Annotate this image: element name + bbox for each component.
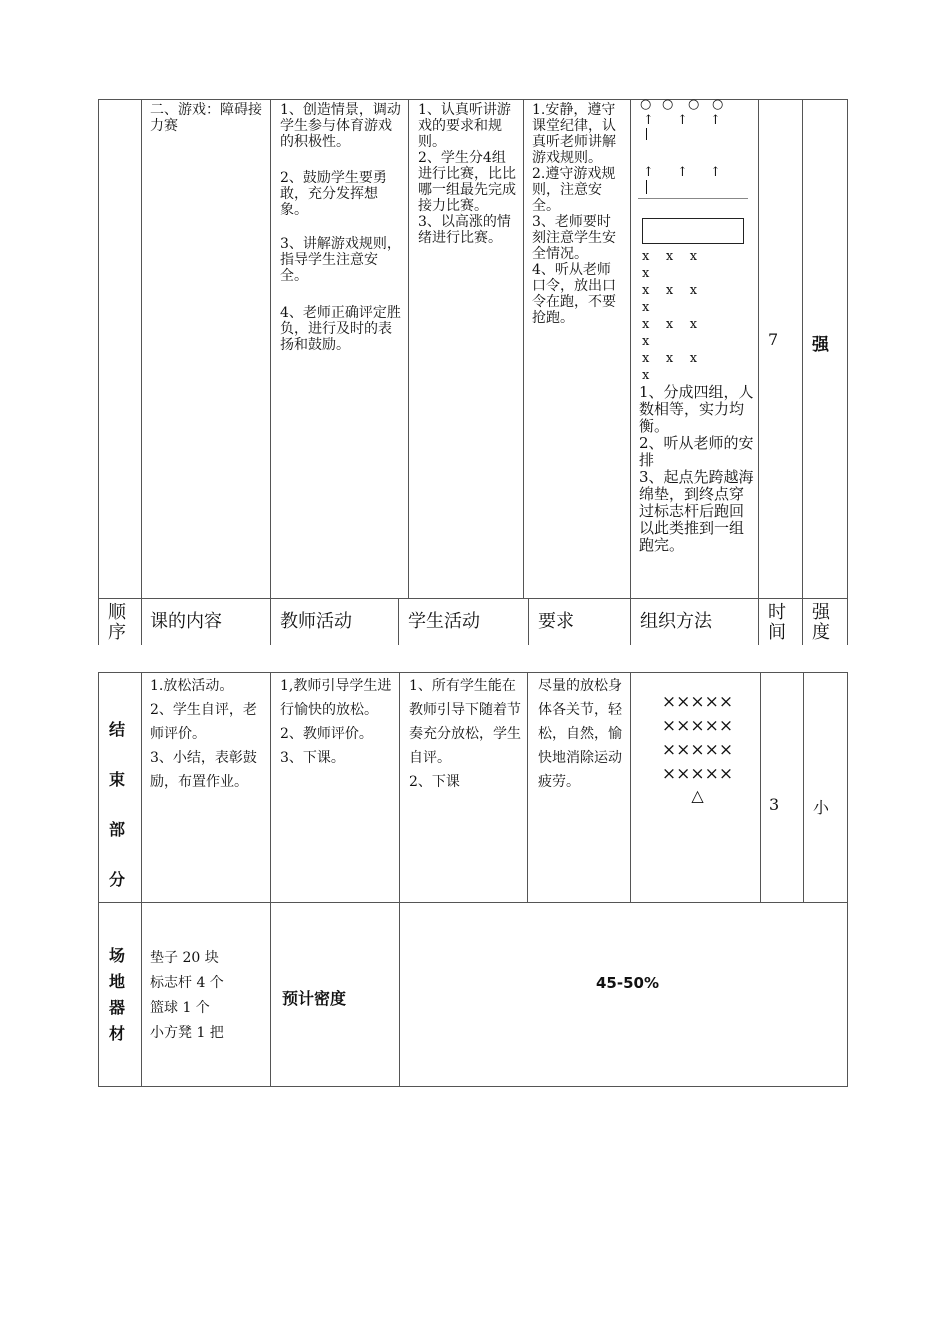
venue-char: 器 — [108, 998, 125, 1017]
section-char: 束 — [108, 770, 125, 789]
cone-icon: ○ — [662, 97, 674, 112]
arrow-shaft — [646, 180, 647, 194]
intensity-value: 强 — [812, 335, 829, 355]
start-line — [638, 198, 748, 199]
player-row: x — [642, 300, 650, 315]
teacher-activity-1: 1、创造情景，调动学生参与体育游戏的积极性。 — [280, 102, 401, 150]
ending-intensity: 小 — [813, 798, 830, 817]
arrow-up-icon: ↑ — [710, 113, 721, 128]
player-row: x — [642, 334, 650, 349]
venue-char: 材 — [108, 1024, 125, 1043]
requirement: 1.安静，遵守课堂纪律，认真听老师讲解游戏规则。 2.遵守游戏规则，注意安全。 3、老师要时刻注意学生安全情况。 4、听从老师口令，放出口令在跑，不要抢跑。 — [532, 102, 616, 326]
organization-method: 1、分成四组，人数相等，实力均衡。 2、听从老师的安排 3、起点先跨越海绵垫，到终点穿过标志杆后跑回以此类推到一组跑完。 — [639, 383, 754, 554]
equipment-list: 垫子 20 块 标志杆 4 个 篮球 1 个 小方凳 1 把 — [150, 950, 224, 1041]
arrow-up-icon: ↑ — [677, 113, 688, 128]
header-content: 课的内容 — [150, 611, 222, 632]
cone-icon: ○ — [712, 97, 724, 112]
time-value: 7 — [768, 330, 779, 349]
player-row: x — [642, 266, 650, 281]
ending-teacher: 1,教师引导学生进行愉快的放松。 2、教师评价。 3、下课。 — [280, 678, 392, 766]
formation-row: ××××× — [661, 764, 734, 784]
ending-requirement: 尽量的放松身体各关节，轻松，自然，愉快地消除运动疲劳。 — [538, 678, 622, 790]
header-order: 顺 序 — [108, 602, 126, 643]
formation-row: ××××× — [661, 740, 734, 760]
header-organization: 组织方法 — [640, 611, 712, 632]
ending-time: 3 — [769, 795, 780, 814]
sponge-mat — [642, 218, 744, 244]
ending-student: 1、所有学生能在教师引导下随着节奏充分放松，学生自评。 2、下课 — [409, 678, 521, 790]
arrow-up-icon: ↑ — [677, 165, 688, 180]
ending-formation — [640, 690, 755, 806]
section-char: 分 — [108, 870, 125, 889]
game-content: 二、游戏：障碍接力赛 — [150, 102, 262, 134]
cone-icon: ○ — [640, 97, 652, 112]
header-time: 时 间 — [768, 602, 786, 643]
arrow-up-icon: ↑ — [643, 165, 654, 180]
section-char: 结 — [108, 720, 125, 739]
teacher-activity-4: 4、老师正确评定胜负，进行及时的表扬和鼓励。 — [280, 305, 401, 353]
header-student: 学生活动 — [408, 611, 480, 632]
cone-icon: ○ — [688, 97, 700, 112]
player-row: x x x — [642, 351, 698, 366]
player-row: x x x — [642, 317, 698, 332]
section-char: 部 — [108, 820, 125, 839]
teacher-triangle-icon: △ — [691, 786, 704, 805]
arrow-shaft — [646, 128, 647, 140]
header-requirement: 要求 — [538, 611, 574, 632]
header-teacher: 教师活动 — [280, 611, 352, 632]
density-value: 45-50% — [596, 974, 660, 992]
header-intensity: 强 度 — [812, 602, 830, 643]
arrow-up-icon: ↑ — [643, 113, 654, 128]
player-row: x x x — [642, 283, 698, 298]
ending-content: 1.放松活动。 2、学生自评，老师评价。 3、小结，表彰鼓励，布置作业。 — [150, 678, 257, 790]
teacher-activity-2: 2、鼓励学生要勇敢，充分发挥想象。 — [280, 170, 387, 218]
formation-row: ××××× — [661, 716, 734, 736]
arrow-up-icon: ↑ — [710, 165, 721, 180]
teacher-activity-3: 3、讲解游戏规则，指导学生注意安全。 — [280, 236, 401, 284]
formation-row: ××××× — [661, 692, 734, 712]
player-row: x — [642, 368, 650, 383]
venue-char: 场 — [108, 946, 125, 965]
student-activity: 1、认真听讲游戏的要求和规则。 2、学生分4组进行比赛，比比哪一组最先完成接力比赛。 3、以高涨的情绪进行比赛。 — [418, 102, 516, 246]
player-row: x x x — [642, 249, 698, 264]
density-label: 预计密度 — [282, 989, 347, 1008]
venue-char: 地 — [108, 972, 125, 991]
